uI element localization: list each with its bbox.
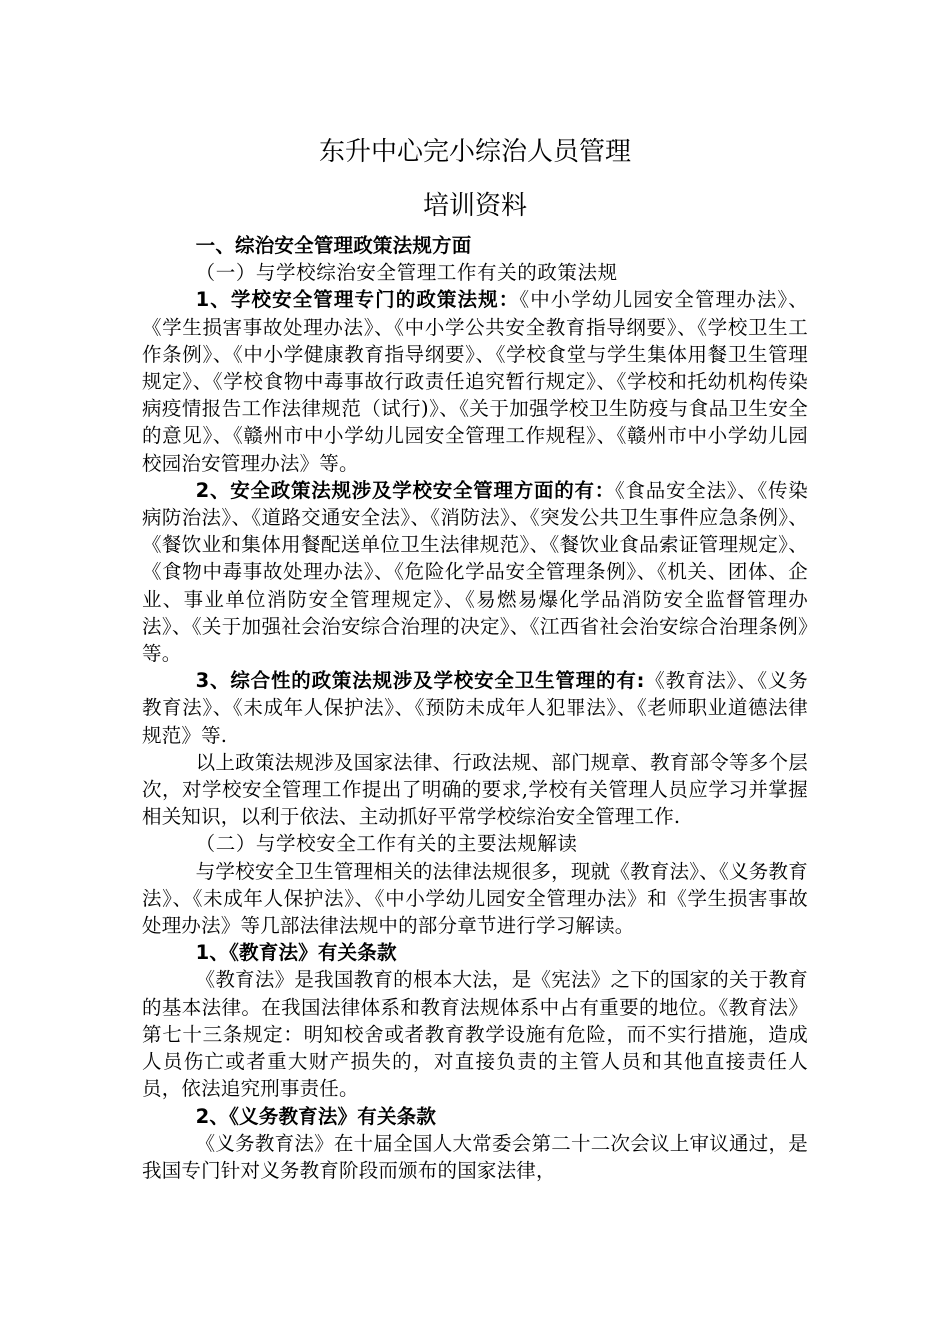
item2-text: 《食品安全法》、《传染病防治法》、《道路交通安全法》、《消防法》、《突发公共卫生事件应急条例》、《餐饮业和集体用餐配送单位卫生法律规范》、《餐饮业食品索证管理规定》、《食物中毒事故处理办法》、《危险化学品安全管理条例》、《机关、团体、企业、事业单位消防安全管理规定》、《易燃易爆化学品消防安全监督管理办法》、《关于加强社会治安综合治理的决定》、《江西省社会治安综合治理条例》等。	[142, 478, 808, 666]
law2-paragraph: 《义务教育法》在十届全国人大常委会第二十二次会议上审议通过，是我国专门针对义务教育阶段而颁布的国家法律，	[142, 1131, 808, 1182]
subsection1-heading: （一）与学校综治安全管理工作有关的政策法规	[195, 261, 618, 285]
law1-paragraph: 《教育法》是我国教育的根本大法，是《宪法》之下的国家的关于教育的基本法律。在我国法律体系和教育法规体系中占有重要的地位。《教育法》第七十三条规定：明知校舍或者教育教学设施有危险，而不实行措施，造成人员伤亡或者重大财产损失的，对直接负责的主管人员和其他直接责任人员，依法追究刑事责任。	[142, 968, 808, 1101]
law2-heading: 2、《义务教育法》有关条款	[195, 1104, 437, 1128]
item1-text: 《中小学幼儿园安全管理办法》、《学生损害事故处理办法》、《中小学公共安全教育指导纲要》、《学校卫生工作条例》、《中小学健康教育指导纲要》、《学校食堂与学生集体用餐卫生管理规定》、《学校食物中毒事故行政责任追究暂行规定》、《学校和托幼机构传染病疫情报告工作法律规范（试行)》、《关于加强学校卫生防疫与食品卫生安全的意见》、《赣州市中小学幼儿园安全管理工作规程》、《赣州市中小学幼儿园校园治安管理办法》等。	[142, 288, 808, 475]
summary-paragraph: 以上政策法规涉及国家法律、行政法规、部门规章、教育部令等多个层次，对学校安全管理工作提出了明确的要求,学校有关管理人员应学习并掌握相关知识，以利于依法、主动抓好平常学校综治安全管理工作.	[142, 750, 808, 829]
subsection2-heading: （二）与学校安全工作有关的主要法规解读	[195, 832, 578, 856]
item1-paragraph	[142, 286, 808, 476]
item2-paragraph	[142, 477, 808, 667]
document-title-line2: 培训资料	[422, 191, 527, 221]
document-title-line1: 东升中心完小综治人员管理	[318, 137, 631, 167]
item3-text: 《教育法》、《义务教育法》、《未成年人保护法》、《预防未成年人犯罪法》、《老师职业道德法律规范》等.	[142, 669, 808, 747]
item1-lead: 1、学校安全管理专门的政策法规：	[195, 288, 520, 312]
law1-heading: 1、《教育法》有关条款	[195, 941, 397, 965]
intro-paragraph: 与学校安全卫生管理相关的法律法规很多，现就《教育法》、《义务教育法》、《未成年人保护法》、《中小学幼儿园安全管理办法》和《学生损害事故处理办法》等几部法律法规中的部分章节进行学习解读。	[142, 859, 808, 938]
document-page	[142, 128, 808, 1184]
item2-lead: 2、安全政策法规涉及学校安全管理方面的有：	[195, 478, 616, 502]
item3-lead: 3、综合性的政策法规涉及学校安全卫生管理的有:	[195, 669, 645, 693]
section1-heading: 一、综治安全管理政策法规方面	[195, 234, 472, 257]
item3-paragraph	[142, 667, 808, 749]
